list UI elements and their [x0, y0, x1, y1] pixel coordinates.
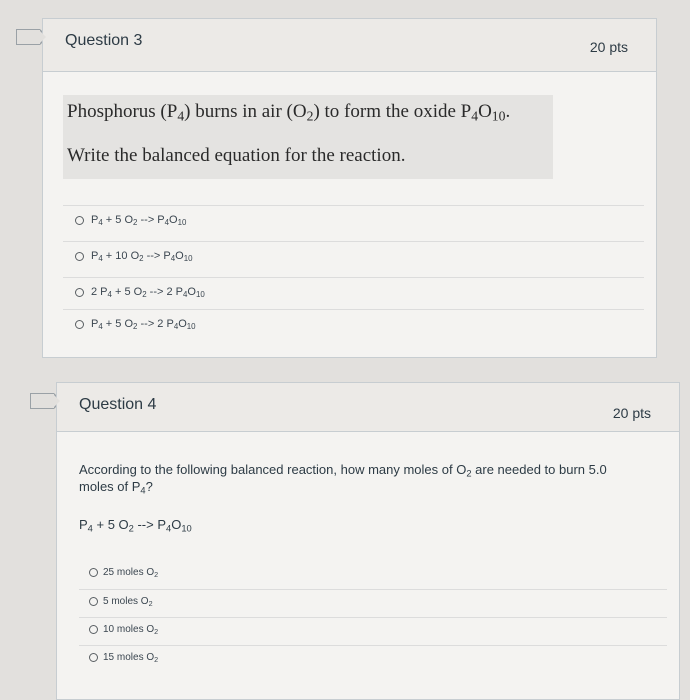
question-3-prompt [63, 95, 553, 179]
question-3-prompt-line1: Phosphorus $(P_4)$ burns in air $(O_2)$ to form the oxide $P_4O_{10}$. [67, 101, 511, 124]
question-3-title: Question 3 [65, 32, 143, 49]
question-3-points: 20 pts [589, 39, 628, 55]
radio-button[interactable] [75, 320, 84, 329]
radio-button[interactable] [89, 597, 98, 606]
flag-question-icon[interactable] [30, 393, 54, 409]
radio-button[interactable] [75, 216, 84, 225]
flag-question-icon[interactable] [16, 29, 40, 45]
question-4-header [57, 383, 679, 432]
question-4-title: Question 4 [79, 396, 157, 413]
radio-button[interactable] [89, 625, 98, 634]
question-3-card [42, 18, 657, 358]
answer-option[interactable] [79, 645, 667, 682]
question-3-prompt-line2: Write the balanced equation for the reaction. [67, 145, 406, 166]
answer-label: 10 moles $O_2$ [103, 624, 159, 636]
answer-label: $P_4 + 5$ $O_2$ --> $P_4O_{10}$ [91, 214, 187, 227]
answer-label: 5 moles $O_2$ [103, 596, 153, 608]
radio-button[interactable] [75, 288, 84, 297]
question-4-equation: $P_4 + 5$ $O_2$ --> $P_4O_{10}$ [79, 517, 192, 534]
answer-label: $P_4 + 10$ $O_2$ --> $P_4O_{10}$ [91, 250, 193, 263]
answer-option[interactable] [63, 205, 644, 242]
question-4-prompt: According to the following balanced reaction, how many moles of $O_2$ are needed to burn 5.0 moles of $P_4$? [79, 462, 607, 496]
radio-button[interactable] [89, 568, 98, 577]
question-3-header [43, 19, 656, 72]
question-4-card [56, 382, 680, 700]
answer-label: 15 moles $O_2$ [103, 652, 159, 664]
answer-option[interactable] [63, 241, 644, 278]
radio-button[interactable] [89, 653, 98, 662]
radio-button[interactable] [75, 252, 84, 261]
answer-label: $P_4 + 5$ $O_2$ --> 2 $P_4O_{10}$ [91, 318, 196, 331]
answer-label: 2 $P_4 + 5$ $O_2$ --> 2 $P_4O_{10}$ [91, 286, 205, 299]
answer-option[interactable] [63, 309, 644, 346]
question-4-points: 20 pts [612, 405, 651, 421]
answer-label: 25 moles $O_2$ [103, 567, 159, 579]
